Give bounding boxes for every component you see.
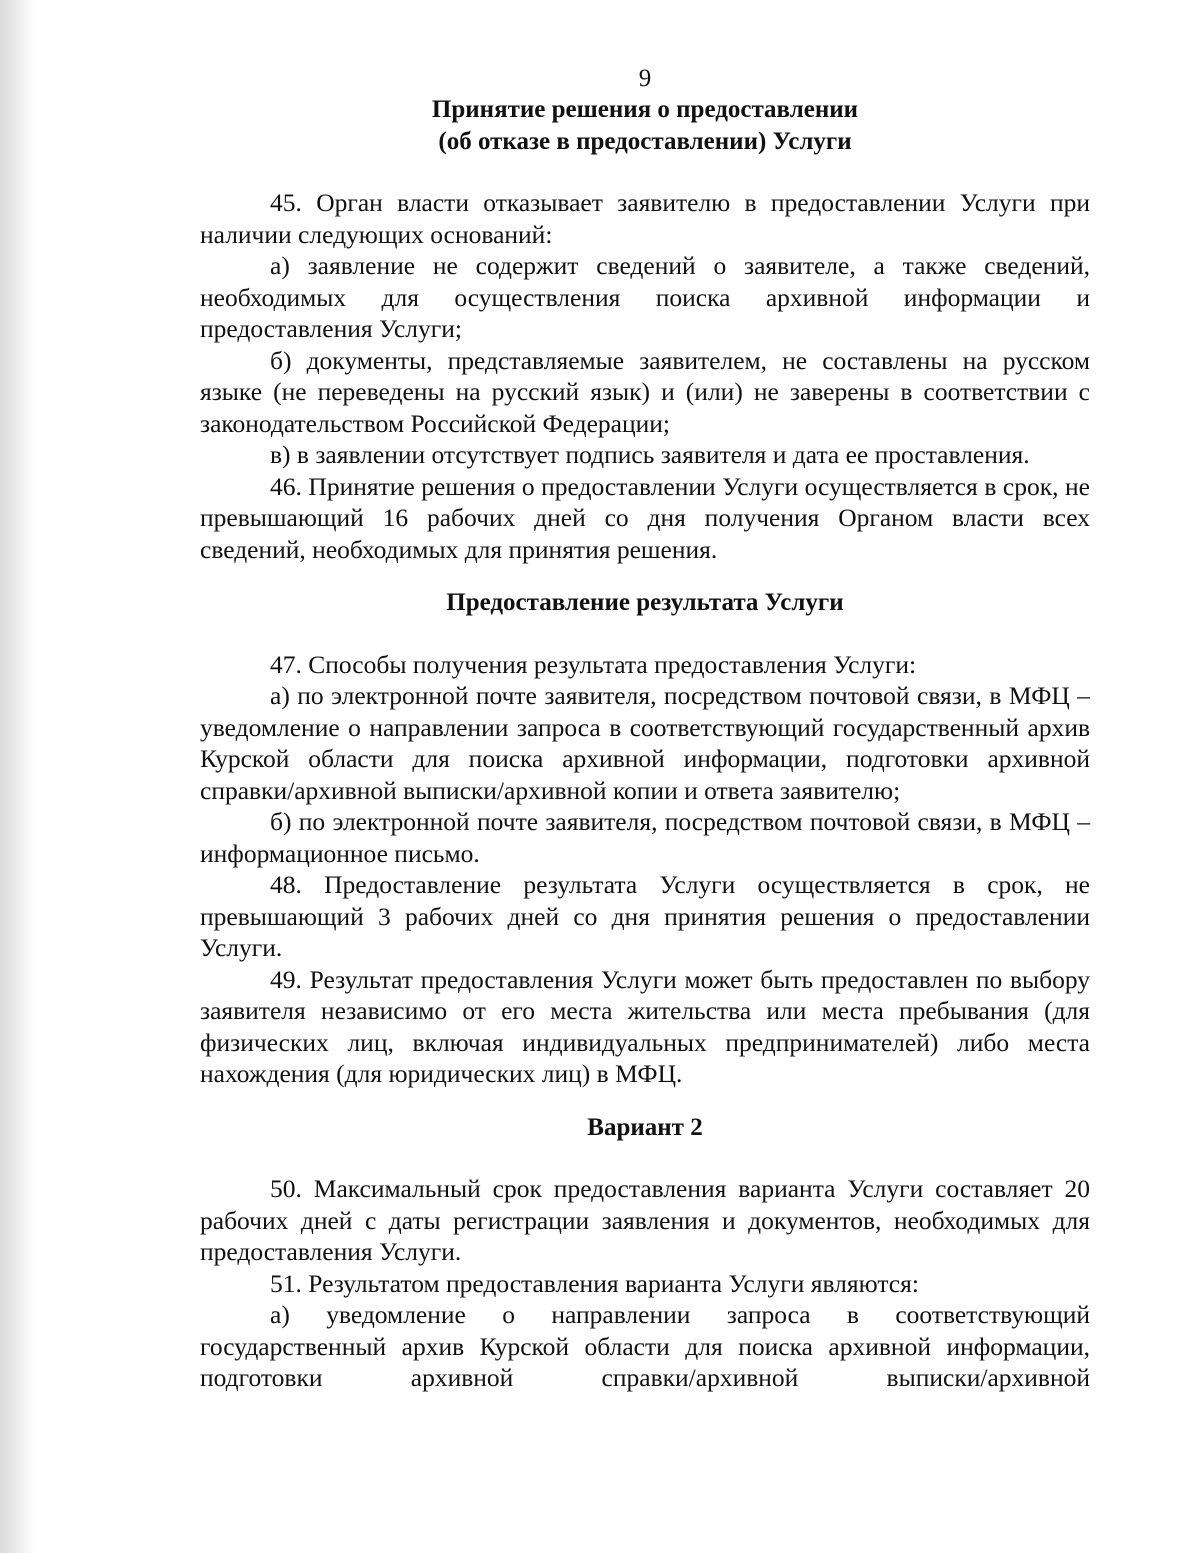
section-title-decision-line-2: (об отказе в предоставлении) Услуги <box>438 127 852 155</box>
spacer <box>200 1143 1090 1173</box>
section-title-result: Предоставление результата Услуги <box>446 589 844 616</box>
paragraph-47: 47. Способы получения результата предоставления Услуги: <box>270 649 917 679</box>
paragraph-48: 48. Предоставление результата Услуги осуществляется в срок, не превышающий 3 рабочих дней со дня принятия решения о предоставлении Услуги. <box>200 870 1090 962</box>
paragraph-50: 50. Максимальный срок предоставления варианта Услуги составляет 20 рабочих дней с даты регистрации заявления и документов, необходимых для предоставления Услуги. <box>200 1174 1090 1266</box>
section-title-variant-2: Вариант 2 <box>587 1113 703 1141</box>
paragraph-51-a: а) уведомление о направлении запроса в соответствующий государственный архив Курской области для поиска архивной информации, подготовки архивной справки/архивной выписки/архивной <box>200 1300 1090 1392</box>
paragraph-45-b: б) документы, представляемые заявителем, не составлены на русском языке (не переведены на русский язык) и (или) не заверены в соответствии с законодательством Российской Федерации; <box>200 345 1090 438</box>
page-number: 9 <box>638 65 652 92</box>
paragraph-51: 51. Результатом предоставления варианта Услуги являются: <box>270 1268 919 1298</box>
spacer <box>200 619 1090 649</box>
spacer <box>200 157 1090 187</box>
paragraph-45: 45. Орган власти отказывает заявителю в предоставлении Услуги при наличии следующих оснований: <box>200 188 1090 249</box>
section-title-decision-line-1: Принятие решения о предоставлении <box>431 96 859 123</box>
paragraph-47-b: б) по электронной почте заявителя, посредством почтовой связи, в МФЦ – информационное письмо. <box>200 807 1090 868</box>
spacer <box>200 565 1090 587</box>
paragraph-45-a: а) заявление не содержит сведений о заявителе, а также сведений, необходимых для осуществления поиска архивной информации и предоставления Услуги; <box>200 251 1090 343</box>
paragraph-47-a: а) по электронной почте заявителя, посредством почтовой связи, в МФЦ – уведомление о направлении запроса в соответствующий государственный архив Курской области для поиска архивной информации, подготовки архивной справки/архивной выписки/архивной копии и ответа заявителю; <box>200 681 1090 805</box>
document-page <box>200 64 1090 1394</box>
paragraph-45-c: в) в заявлении отсутствует подпись заявителя и дата ее проставления. <box>270 440 1030 469</box>
spacer <box>200 1090 1090 1112</box>
paragraph-46: 46. Принятие решения о предоставлении Услуги осуществляется в срок, не превышающий 16 рабочих дней со дня получения Органом власти всех сведений, необходимых для принятия решения. <box>200 471 1090 564</box>
paragraph-49: 49. Результат предоставления Услуги может быть предоставлен по выбору заявителя независимо от его места жительства или места пребывания (для физических лиц, включая индивидуальных предпринимателей) либо места нахождения (для юридических лиц) в МФЦ. <box>200 964 1090 1088</box>
scan-shadow-edge <box>0 0 34 1553</box>
